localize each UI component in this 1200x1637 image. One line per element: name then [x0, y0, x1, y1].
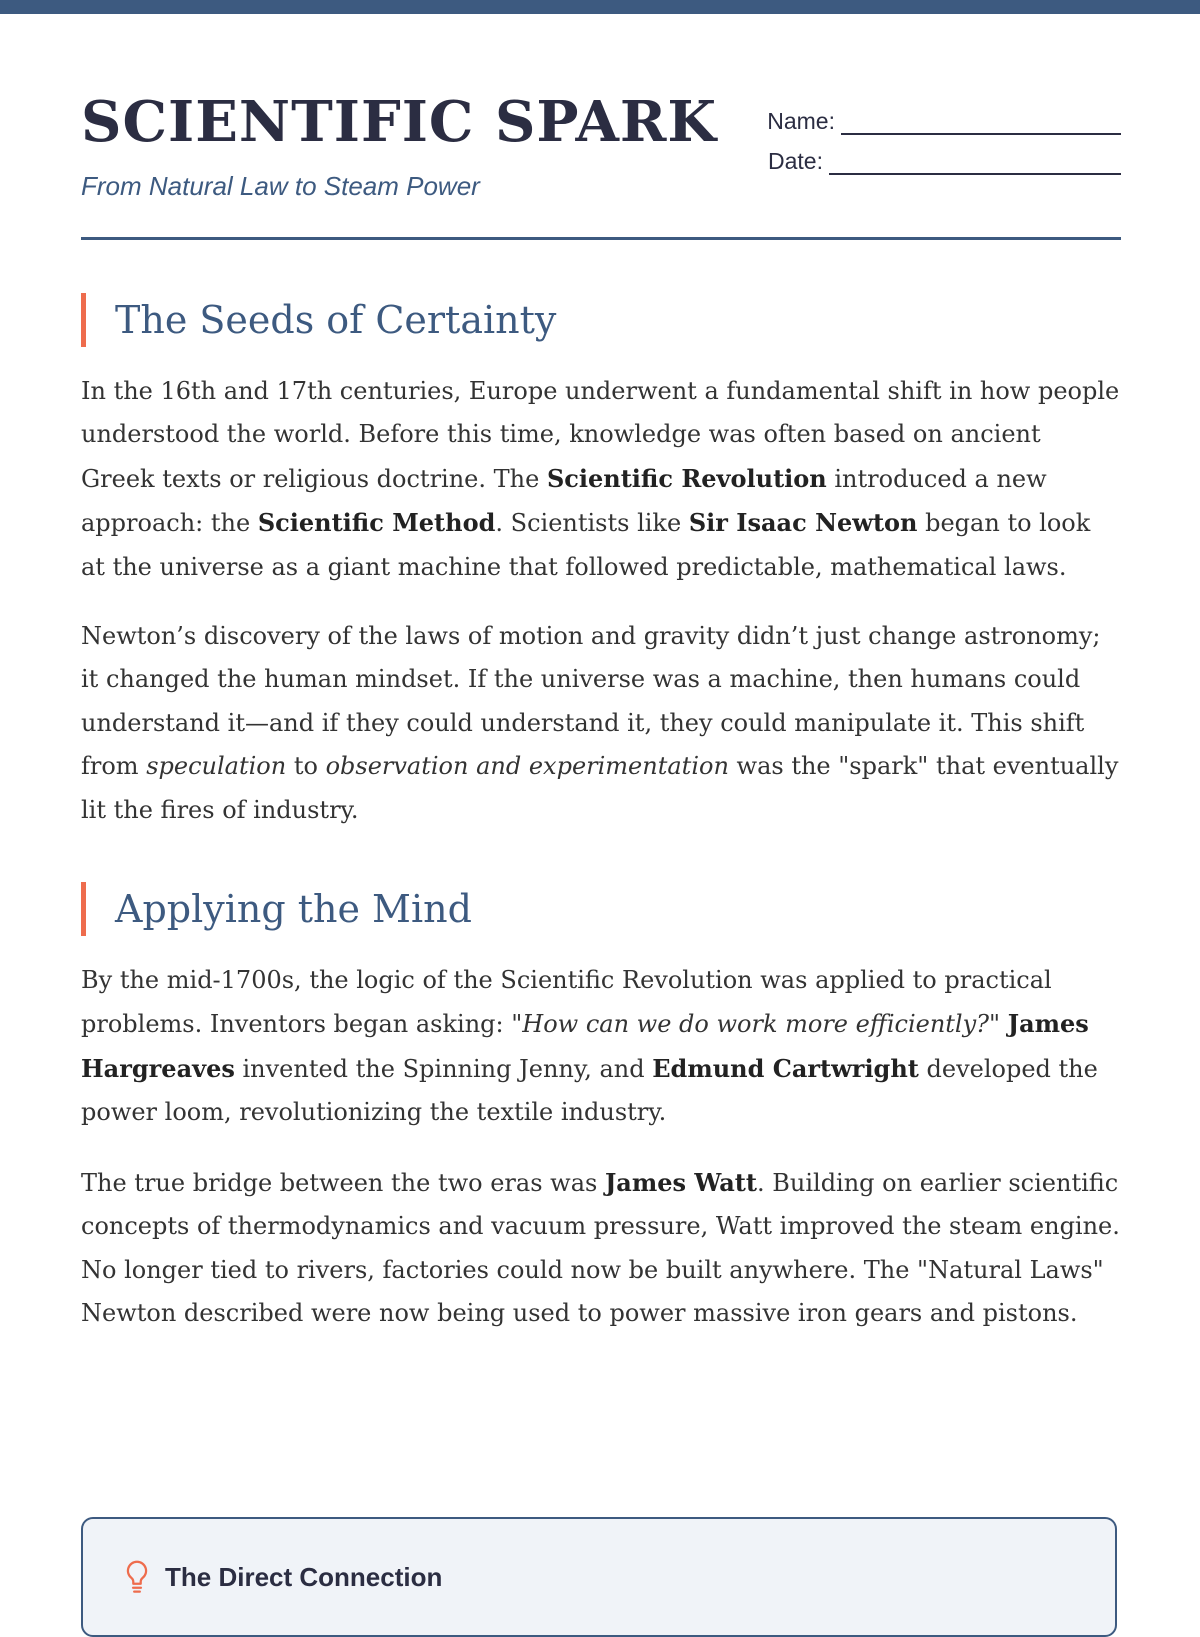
text-run: Newton’s discovery of the laws of motion and gravity didn’t just change astronomy; it changed the human mindset. If the universe was a machine, then humans could understand it—and if they could understand it, they could manipulate it. This shift from	[81, 622, 1101, 781]
bold-term: Scientific Revolution	[546, 463, 827, 493]
emphasis-text: "How can we do work more efficiently?"	[511, 1010, 1001, 1039]
bold-term: James Hargreaves	[81, 1009, 1089, 1083]
text-run: began to look at the universe as a giant machine that followed predictable, mathematical laws.	[81, 509, 1091, 581]
student-info	[761, 95, 1121, 175]
bold-term: James Watt	[604, 1167, 757, 1197]
date-label: Date:	[768, 148, 823, 174]
bold-term: Edmund Cartwright	[652, 1053, 919, 1083]
name-field[interactable]	[841, 111, 1121, 135]
date-field[interactable]	[829, 151, 1121, 175]
text-run: By the mid-1700s, the logic of the Scientific Revolution was applied to practical problems. Inventors began asking:	[81, 966, 1052, 1039]
bold-term: Scientific Method	[257, 508, 496, 538]
text-run: introduced a new approach: the	[81, 464, 1047, 538]
text-run: In the 16th and 17th centuries, Europe underwent a fundamental shift in how people understood the world. Before this time, knowledge was often based on ancient Greek texts or religious doctrine. The	[81, 377, 1120, 493]
name-label: Name:	[767, 108, 835, 134]
text-run: The true bridge between the two eras was	[81, 1168, 605, 1197]
emphasis-text: observation and experimentation	[325, 752, 729, 781]
page-subtitle: From Natural Law to Steam Power	[81, 171, 480, 201]
text-run	[1000, 1010, 1008, 1038]
lightbulb-icon	[123, 1559, 151, 1595]
callout-box	[81, 1517, 1117, 1637]
section-heading: The Seeds of Certainty	[81, 293, 1121, 347]
callout-title: The Direct Connection	[165, 1561, 443, 1592]
paragraph	[81, 1161, 1121, 1336]
callout-header	[123, 1559, 442, 1595]
text-run: . Building on earlier scientific concepts of thermodynamics and vacuum pressure, Watt improved the steam engine. No longer tied to rivers, factories could now be built anywhere. The "Natural Laws" Newton described were now being used to power massive iron gears and pistons.	[81, 1168, 1120, 1327]
section-heading: Applying the Mind	[81, 882, 1121, 936]
paragraph	[81, 959, 1121, 1135]
text-run: developed the power loom, revolutionizing the textile industry.	[81, 1054, 1098, 1127]
section-applying-the-mind	[81, 882, 1121, 1335]
paragraph	[81, 370, 1121, 589]
emphasis-text: speculation	[146, 752, 287, 781]
name-row	[761, 95, 1121, 135]
worksheet-header	[81, 0, 1121, 240]
bold-term: Sir Isaac Newton	[688, 508, 918, 538]
text-run: invented the Spinning Jenny, and	[234, 1054, 653, 1083]
section-seeds-of-certainty	[81, 293, 1121, 832]
text-run: . Scientists like	[495, 509, 689, 538]
paragraph	[81, 615, 1121, 832]
worksheet-page	[81, 0, 1121, 1335]
date-row	[761, 135, 1121, 175]
text-run: was the "spark" that eventually lit the fires of industry.	[81, 752, 1119, 824]
text-run: to	[286, 752, 326, 781]
page-title: SCIENTIFIC SPARK	[81, 89, 718, 155]
